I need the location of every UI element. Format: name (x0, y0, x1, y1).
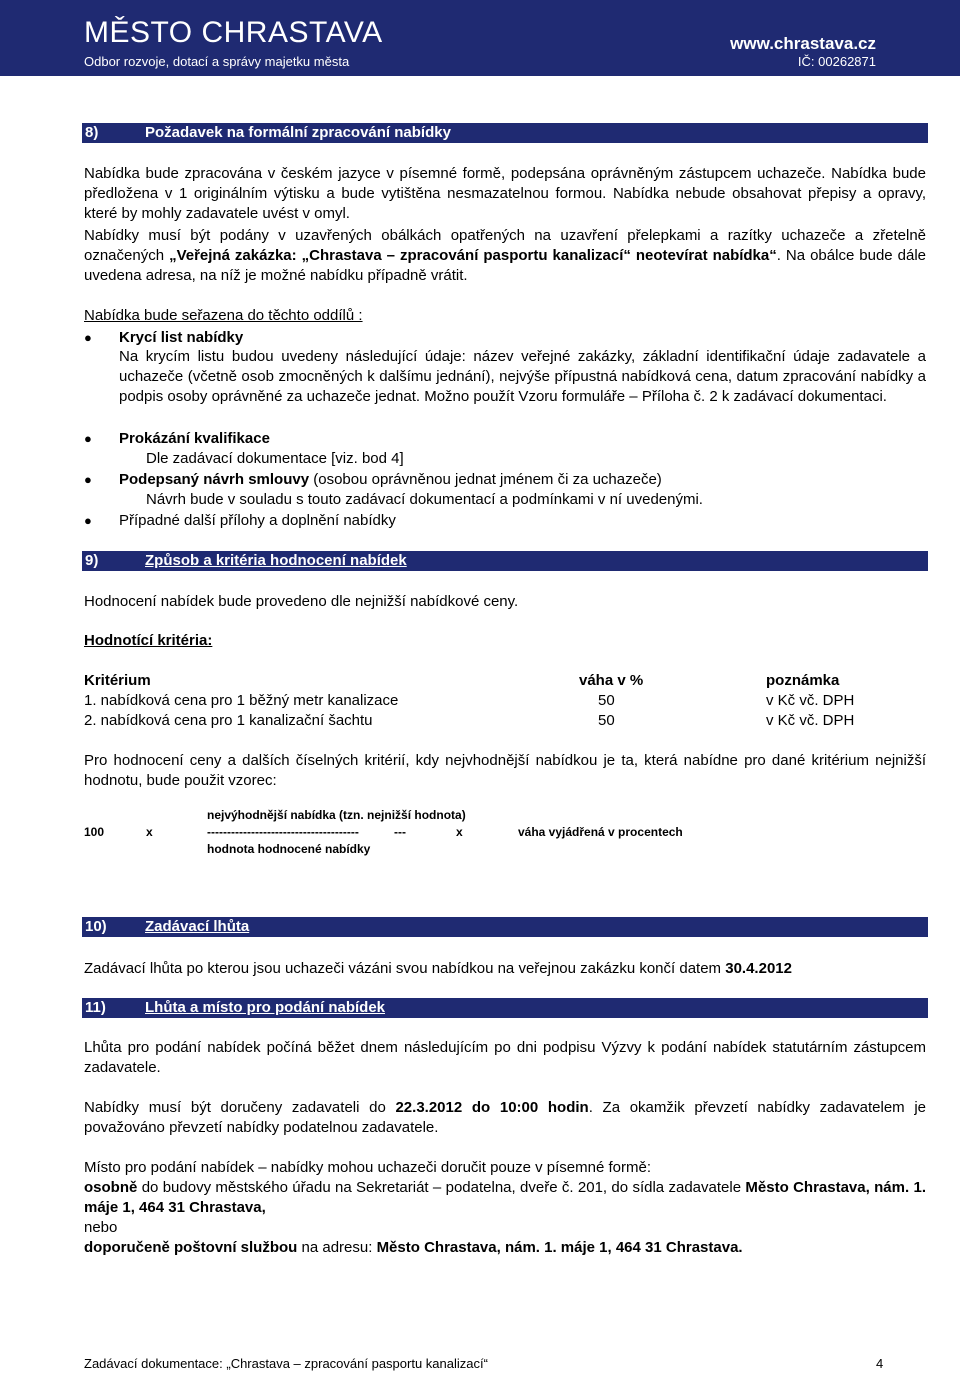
formula-x: x (146, 825, 153, 839)
company-id: IČ: 00262871 (797, 54, 876, 69)
paragraph (84, 959, 792, 979)
submission-deadline: 22.3.2012 do 10:00 hodin (395, 1099, 589, 1116)
text-span: Nabídky musí být doručeny zadavateli do (84, 1099, 396, 1116)
section-number: 8) (85, 124, 99, 141)
paragraph: Místo pro podání nabídek – nabídky mohou uchazeči doručit pouze v písemné formě: (84, 1159, 651, 1176)
department-subtitle: Odbor rozvoje, dotací a správy majetku města (84, 54, 350, 69)
criteria-title: Hodnotící kritéria: (84, 632, 213, 649)
bullet-icon: ● (84, 431, 92, 446)
text-span: Nabídky musí být podány v uzavřených obálkách opatřených na uzavření přelepkami a razítky uchazeče a zřetelně označených (84, 227, 926, 264)
section-title: Zadávací lhůta (145, 918, 250, 935)
list-item-desc: Dle zadávací dokumentace [viz. bod 4] (146, 450, 404, 467)
table-cell: 2. nabídková cena pro 1 kanalizační šachtu (84, 712, 373, 729)
list-item-title: Prokázání kvalifikace (119, 430, 270, 447)
envelope-label: „Veřejná zakázka: „Chrastava – zpracování pasportu kanalizací“ neotevírat nabídka“ (169, 247, 777, 264)
paragraph (84, 226, 926, 286)
text-span: do budovy městského úřadu na Sekretariát – podatelna, dveře č. 201, do sídla zadavatele (137, 1179, 746, 1196)
text-span: osobně (84, 1179, 138, 1196)
section-number: 11) (85, 999, 106, 1016)
table-cell: v Kč vč. DPH (766, 692, 855, 709)
text-span: . Za okamžik převzetí nabídky zadavatelem je považováno převzetí nabídky podatelnou zadavatele. (84, 1099, 926, 1136)
section-number: 9) (85, 552, 99, 569)
text-span: na adresu: (297, 1239, 377, 1256)
text-span: Podepsaný návrh smlouvy (119, 471, 310, 488)
bullet-icon: ● (84, 472, 92, 487)
paragraph: nebo (84, 1219, 118, 1236)
formula-denominator: hodnota hodnocené nabídky (207, 842, 371, 856)
table-header: váha v % (579, 672, 644, 689)
list-item-desc: Návrh bude v souladu s touto zadávací dokumentací a podmínkami v ní uvedenými. (146, 491, 703, 508)
section-title: Požadavek na formální zpracování nabídky (145, 124, 451, 141)
bullet-icon: ● (84, 330, 92, 345)
formula-hundred: 100 (84, 825, 105, 839)
list-item-desc: Na krycím listu budou uvedeny následující údaje: název veřejné zakázky, základní identifikační údaje zadavatele a uchazeče (včetně osob zmocněných k dalšímu jednání), nejvýše přípustná nabídková cena, datum zpracování nabídky a podpis osoby oprávněné za uchazeče jednat. Možno použít Vzoru formuláře – Příloha č. 2 k zadávací dokumentaci. (119, 348, 926, 405)
list-item-title (119, 470, 662, 490)
address: Město Chrastava, nám. 1. máje 1, 464 31 Chrastava. (376, 1239, 743, 1256)
section-title: Způsob a kritéria hodnocení nabídek (145, 552, 407, 569)
city-title: MĚSTO CHRASTAVA (84, 16, 383, 49)
section-9-heading (82, 551, 928, 571)
section-number: 10) (85, 918, 107, 935)
paragraph: Pro hodnocení ceny a dalších číselných kritérií, kdy nejvhodnější nabídkou je ta, která nabídne pro dané kritérium nejnižší hodnotu, bude použit vzorec: (84, 752, 926, 789)
list-item-title: Případné další přílohy a doplnění nabídky (119, 512, 396, 529)
paragraph: Nabídka bude zpracována v českém jazyce v písemné formě, podepsána oprávněným zástupcem uchazeče. Nabídka bude předložena v 1 originálním výtisku a bude vytištěna nesmazatelnou formou. Nabídka nebude obsahovat přepisy a opravy, které by mohly zadavatele uvést v omyl. (84, 165, 926, 222)
text-span: . Na obálce bude dále uvedena adresa, na níž je možné nabídku případně vrátit. (84, 247, 926, 284)
formula-numerator: nejvýhodnější nabídka (tzn. nejnižší hodnota) (207, 808, 466, 822)
page-number: 4 (876, 1356, 884, 1371)
paragraph: Lhůta pro podání nabídek počíná běžet dnem následujícím po dni podpisu Výzvy k podání nabídek statutárním zástupcem zadavatele. (84, 1039, 926, 1076)
table-cell: 1. nabídková cena pro 1 běžný metr kanalizace (84, 692, 399, 709)
list-item-title: Krycí list nabídky (119, 329, 244, 346)
formula-x: x (456, 825, 463, 839)
table-cell: 50 (598, 712, 615, 729)
footer-text: Zadávací dokumentace: „Chrastava – zpracování pasportu kanalizací“ (84, 1356, 488, 1371)
paragraph (84, 1098, 926, 1138)
page-header (0, 0, 960, 76)
formula-divider: -------------------------------------- (207, 825, 359, 839)
table-header: poznámka (766, 672, 840, 689)
text-span: doporučeně poštovní službou (84, 1239, 298, 1256)
formula-weight: váha vyjádřená v procentech (518, 825, 683, 839)
table-header: Kritérium (84, 672, 151, 689)
section-8-heading (82, 123, 928, 143)
text-span: Zadávací lhůta po kterou jsou uchazeči vázáni svou nabídkou na veřejnou zakázku končí datem (84, 960, 726, 977)
section-title: Lhůta a místo pro podání nabídek (145, 999, 386, 1016)
paragraph: Hodnocení nabídek bude provedeno dle nejnižší nabídkové ceny. (84, 593, 519, 610)
formula-divider: --- (394, 825, 406, 839)
table-cell: 50 (598, 692, 615, 709)
section-11-heading (82, 998, 928, 1018)
table-cell: v Kč vč. DPH (766, 712, 855, 729)
address: Město Chrastava, nám. 1. máje 1, 464 31 Chrastava, (84, 1179, 926, 1216)
paragraph (84, 1238, 743, 1258)
paragraph (84, 1178, 926, 1218)
text-span: (osobou oprávněnou jednat jménem či za uchazeče) (309, 471, 662, 488)
bullet-icon: ● (84, 513, 92, 528)
section-10-heading (82, 917, 928, 937)
website-link[interactable]: www.chrastava.cz (730, 34, 876, 53)
deadline-date: 30.4.2012 (725, 960, 792, 977)
order-intro: Nabídka bude seřazena do těchto oddílů : (84, 307, 363, 324)
